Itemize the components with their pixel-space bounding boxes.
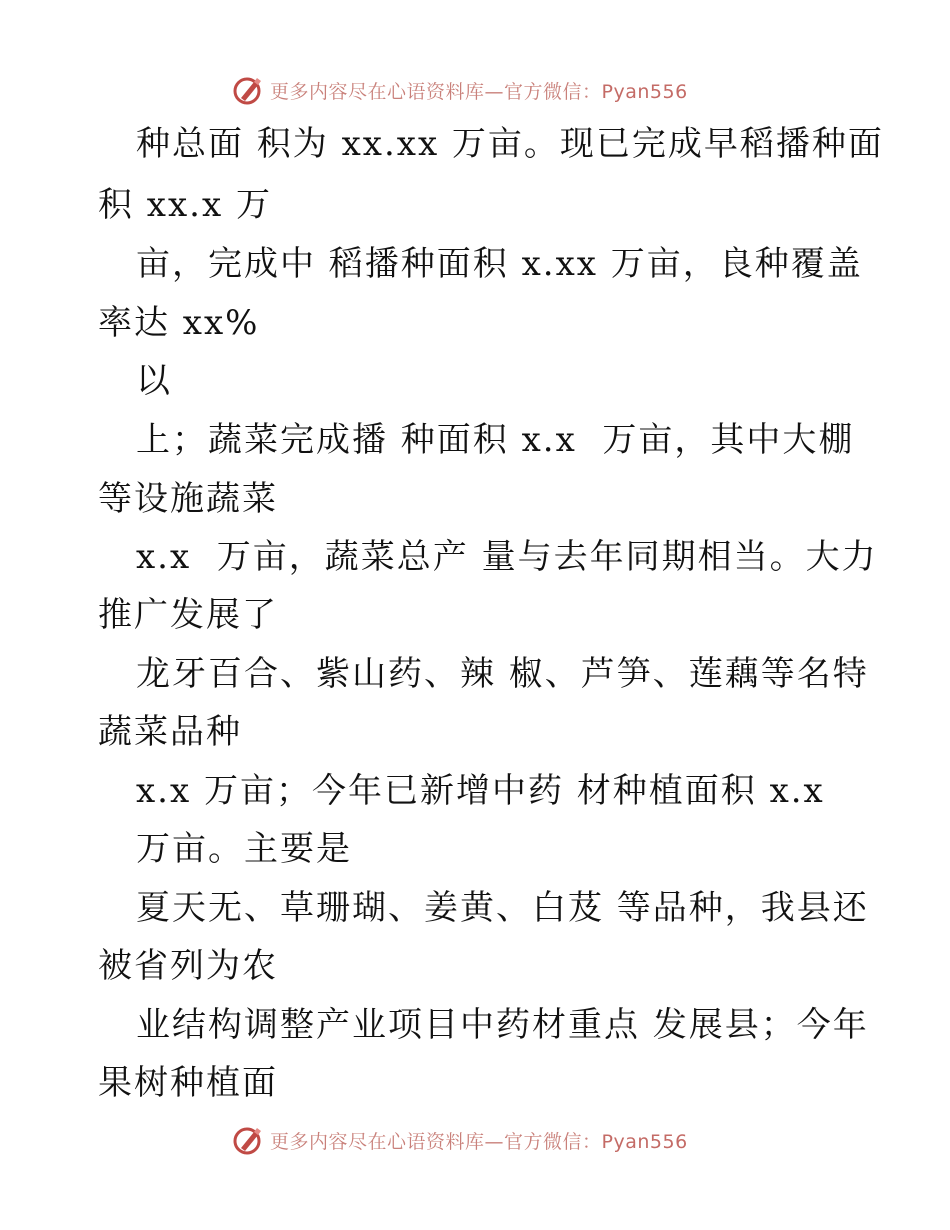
text-line: 率达 xx% [98, 303, 260, 343]
text-line: x.x 万亩，蔬菜总产 量与去年同期相当。大力 [136, 537, 878, 577]
watermark-text: 更多内容尽在心语资料库—官方微信：Pyan556 [270, 80, 688, 103]
text-line: 业结构调整产业项目中药材重点 发展县；今年 [136, 1005, 869, 1045]
text-line: 龙牙百合、紫山药、辣 椒、芦笋、莲藕等名特 [136, 654, 869, 694]
text-line: 等设施蔬菜 [98, 479, 278, 519]
text-line: 蔬菜品种 [98, 712, 242, 752]
watermark-text: 更多内容尽在心语资料库—官方微信：Pyan556 [270, 1130, 688, 1153]
pen-logo-icon [232, 74, 264, 106]
text-line: 种总面 积为 xx.xx 万亩。现已完成早稻播种面 [136, 124, 884, 164]
text-line: 上；蔬菜完成播 种面积 x.x 万亩，其中大棚 [136, 420, 855, 460]
header-watermark [232, 73, 688, 107]
text-line: 夏天无、草珊瑚、姜黄、白芨 等品种，我县还 [136, 888, 869, 928]
text-line: 被省列为农 [98, 946, 278, 986]
text-line: 果树种植面 [98, 1063, 278, 1103]
text-line: 亩，完成中 稻播种面积 x.xx 万亩，良种覆盖 [136, 244, 863, 284]
text-line: 积 xx.x 万 [98, 185, 272, 225]
footer-watermark [232, 1123, 688, 1157]
text-line: 推广发展了 [98, 595, 278, 635]
text-line: 以 [136, 361, 172, 401]
text-line: x.x 万亩；今年已新增中药 材种植面积 x.x [136, 771, 825, 811]
text-line: 万亩。主要是 [136, 829, 352, 869]
pen-logo-icon [232, 1124, 264, 1156]
